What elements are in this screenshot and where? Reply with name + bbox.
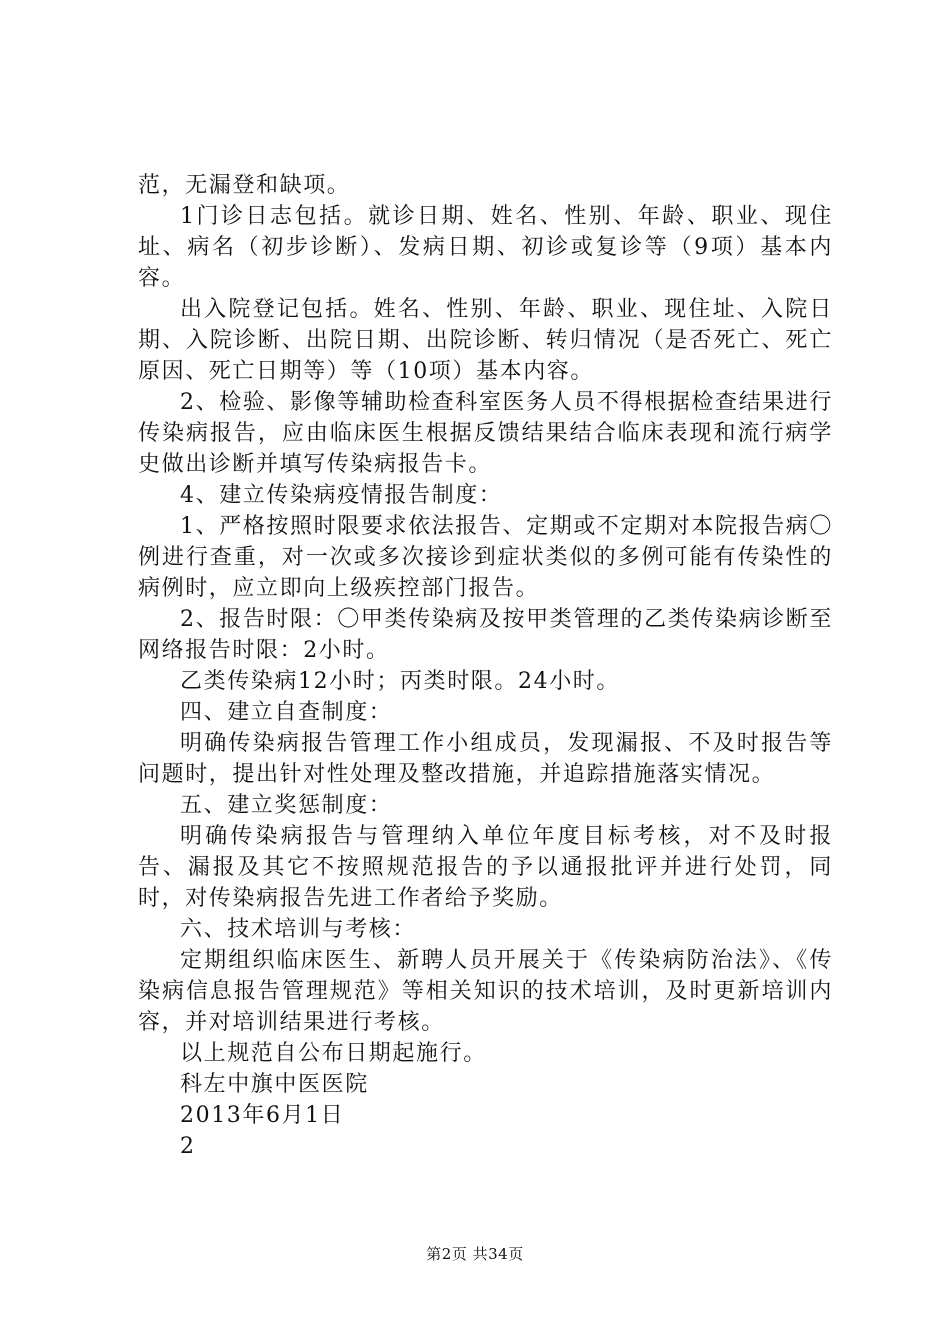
paragraph: 定期组织临床医生、新聘人员开展关于《传染病防治法》、《传染病信息报告管理规范》等相关知识的技术培训，及时更新培训内容，并对培训结果进行考核。 (138, 948, 833, 1035)
section-heading: 四、建立自查制度： (180, 700, 393, 725)
paragraph: 1、严格按照时限要求依法报告、定期或不定期对本院报告病〇例进行查重，对一次或多次接诊到症状类似的多例可能有传染性的病例时，应立即向上级疾控部门报告。 (138, 514, 833, 601)
paragraph: 明确传染病报告管理工作小组成员，发现漏报、不及时报告等问题时，提出针对性处理及整改措施，并追踪措施落实情况。 (138, 731, 833, 787)
paragraph: 2、报告时限：〇甲类传染病及按甲类管理的乙类传染病诊断至网络报告时限：2小时。 (138, 607, 833, 663)
paragraph: 1门诊日志包括。就诊日期、姓名、性别、年龄、职业、现住址、病名（初步诊断）、发病日期、初诊或复诊等（9项）基本内容。 (138, 204, 833, 291)
signature-date: 2013年6月1日 (180, 1103, 345, 1128)
paragraph: 以上规范自公布日期起施行。 (180, 1041, 487, 1066)
paragraph: 2 (180, 1134, 196, 1159)
section-heading: 4、建立传染病疫情报告制度： (180, 483, 503, 508)
document-body (138, 170, 833, 1162)
paragraph: 2、检验、影像等辅助检查科室医务人员不得根据检查结果进行传染病报告，应由临床医生根据反馈结果结合临床表现和流行病学史做出诊断并填写传染病报告卡。 (138, 390, 833, 477)
section-heading: 五、建立奖惩制度： (180, 793, 393, 818)
page-number-label: 第2页 共34页 (426, 1245, 524, 1263)
section-heading: 六、技术培训与考核： (180, 917, 417, 942)
paragraph: 乙类传染病12小时；丙类时限。24小时。 (180, 669, 620, 694)
paragraph: 明确传染病报告与管理纳入单位年度目标考核，对不及时报告、漏报及其它不按照规范报告的予以通报批评并进行处罚，同时，对传染病报告先进工作者给予奖励。 (138, 824, 833, 911)
page-footer (0, 1243, 950, 1264)
paragraph: 出入院登记包括。姓名、性别、年龄、职业、现住址、入院日期、入院诊断、出院日期、出院诊断、转归情况（是否死亡、死亡原因、死亡日期等）等（10项）基本内容。 (138, 297, 833, 384)
paragraph: 范，无漏登和缺项。 (138, 173, 351, 198)
signature-organization: 科左中旗中医医院 (180, 1072, 369, 1097)
